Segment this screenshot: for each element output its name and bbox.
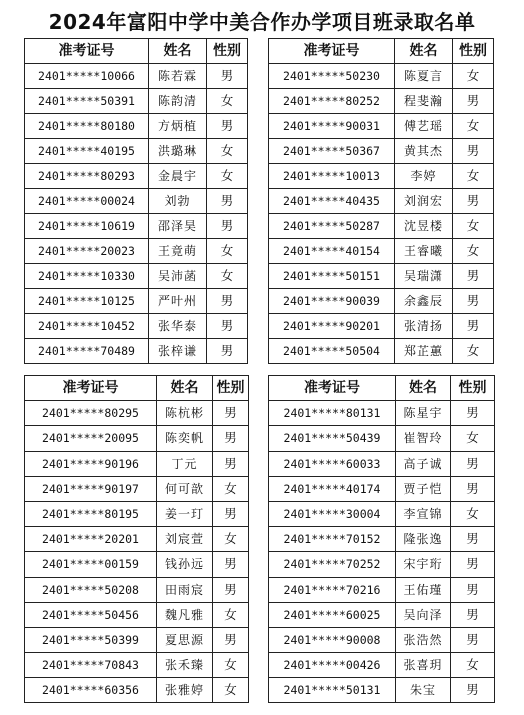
gender-column-header: 性别 [453,39,494,64]
table-row [25,501,249,526]
table-row [25,426,249,451]
gender-cell: 女 [453,339,494,364]
gender-cell: 男 [207,214,248,239]
exam-id-cell: 2401*****60025 [269,602,396,627]
table-row [25,339,248,364]
student-name-cell: 吴沛菡 [149,264,207,289]
student-name-cell: 张清扬 [395,314,453,339]
header-row [269,376,495,401]
student-name-cell: 王睿曦 [395,239,453,264]
gender-cell: 男 [207,64,248,89]
exam-id-cell: 2401*****80293 [25,164,149,189]
gender-cell: 男 [213,426,249,451]
exam-id-cell: 2401*****90196 [25,451,157,476]
table-row [269,451,495,476]
exam-id-cell: 2401*****00426 [269,653,396,678]
student-name-cell: 严叶州 [149,289,207,314]
id-column-header: 准考证号 [269,376,396,401]
table-row [25,164,248,189]
exam-id-cell: 2401*****00159 [25,552,157,577]
gender-cell: 女 [451,426,495,451]
exam-id-cell: 2401*****30004 [269,501,396,526]
table-row [269,577,495,602]
exam-id-cell: 2401*****50230 [269,64,395,89]
id-column-header: 准考证号 [25,376,157,401]
gender-cell: 男 [207,289,248,314]
table-row [25,627,249,652]
table-row [269,89,494,114]
student-name-cell: 姜一玎 [157,501,213,526]
gender-cell: 女 [453,214,494,239]
exam-id-cell: 2401*****10330 [25,264,149,289]
student-name-cell: 程斐瀚 [395,89,453,114]
header-row [25,376,249,401]
student-name-cell: 郑芷蕙 [395,339,453,364]
student-name-cell: 黄其杰 [395,139,453,164]
gender-cell: 女 [453,164,494,189]
exam-id-cell: 2401*****50456 [25,602,157,627]
gender-cell: 男 [453,289,494,314]
gender-cell: 男 [451,678,495,703]
student-name-cell: 沈昱楼 [395,214,453,239]
table-row [269,653,495,678]
student-name-cell: 丁元 [157,451,213,476]
gender-cell: 女 [453,239,494,264]
gender-cell: 女 [207,239,248,264]
exam-id-cell: 2401*****70216 [269,577,396,602]
name-column-header: 姓名 [395,39,453,64]
name-column-header: 姓名 [396,376,451,401]
exam-id-cell: 2401*****10066 [25,64,149,89]
gender-cell: 男 [451,552,495,577]
exam-id-cell: 2401*****00024 [25,189,149,214]
table-row [269,214,494,239]
student-name-cell: 田雨宸 [157,577,213,602]
student-name-cell: 隆张逸 [396,527,451,552]
exam-id-cell: 2401*****50367 [269,139,395,164]
table-row [269,264,494,289]
exam-id-cell: 2401*****80295 [25,401,157,426]
gender-cell: 男 [453,264,494,289]
exam-id-cell: 2401*****10619 [25,214,149,239]
exam-id-cell: 2401*****50131 [269,678,396,703]
table-row [25,264,248,289]
table-row [25,678,249,703]
exam-id-cell: 2401*****60356 [25,678,157,703]
student-name-cell: 陈夏言 [395,64,453,89]
gender-cell: 女 [207,89,248,114]
exam-id-cell: 2401*****70152 [269,527,396,552]
student-name-cell: 邵泽昊 [149,214,207,239]
student-name-cell: 余鑫辰 [395,289,453,314]
student-name-cell: 金晨宇 [149,164,207,189]
gender-cell: 女 [207,264,248,289]
id-column-header: 准考证号 [269,39,395,64]
table-row [25,239,248,264]
student-name-cell: 崔智玲 [396,426,451,451]
exam-id-cell: 2401*****80180 [25,114,149,139]
table-row [25,139,248,164]
table-row [269,501,495,526]
student-name-cell: 王佑瑾 [396,577,451,602]
gender-cell: 男 [451,627,495,652]
exam-id-cell: 2401*****50287 [269,214,395,239]
student-name-cell: 何可歆 [157,476,213,501]
student-name-cell: 张喜玥 [396,653,451,678]
gender-cell: 男 [207,189,248,214]
exam-id-cell: 2401*****50151 [269,264,395,289]
student-name-cell: 刘宸萱 [157,527,213,552]
table-row [25,289,248,314]
gender-cell: 男 [453,189,494,214]
exam-id-cell: 2401*****80252 [269,89,395,114]
gender-cell: 男 [207,114,248,139]
student-name-cell: 刘润宏 [395,189,453,214]
student-name-cell: 洪璐琳 [149,139,207,164]
gender-cell: 男 [451,451,495,476]
gender-cell: 男 [451,527,495,552]
gender-cell: 女 [453,114,494,139]
student-name-cell: 朱宝 [396,678,451,703]
gender-cell: 男 [213,627,249,652]
table-row [269,139,494,164]
roster-table-4 [268,375,495,703]
student-name-cell: 李婷 [395,164,453,189]
exam-id-cell: 2401*****40174 [269,476,396,501]
gender-cell: 女 [207,139,248,164]
gender-cell: 男 [453,314,494,339]
table-row [269,289,494,314]
student-name-cell: 陈韵清 [149,89,207,114]
roster-table-1 [24,38,248,364]
exam-id-cell: 2401*****70843 [25,653,157,678]
table-row [269,314,494,339]
table-row [269,552,495,577]
exam-id-cell: 2401*****10013 [269,164,395,189]
gender-cell: 女 [213,602,249,627]
table-row [269,602,495,627]
table-row [269,476,495,501]
table-row [269,627,495,652]
exam-id-cell: 2401*****40154 [269,239,395,264]
exam-id-cell: 2401*****20095 [25,426,157,451]
gender-cell: 男 [207,339,248,364]
exam-id-cell: 2401*****90201 [269,314,395,339]
gender-column-header: 性别 [213,376,249,401]
exam-id-cell: 2401*****60033 [269,451,396,476]
gender-cell: 女 [213,476,249,501]
page-title: 2024年富阳中学中美合作办学项目班录取名单 [48,10,476,34]
exam-id-cell: 2401*****40195 [25,139,149,164]
student-name-cell: 傅艺瑶 [395,114,453,139]
gender-cell: 男 [451,401,495,426]
gender-cell: 女 [213,653,249,678]
student-name-cell: 贾子恺 [396,476,451,501]
gender-cell: 男 [453,139,494,164]
table-row [25,64,248,89]
student-name-cell: 魏凡雅 [157,602,213,627]
gender-cell: 男 [213,577,249,602]
table-row [25,552,249,577]
table-row [25,577,249,602]
student-name-cell: 张梓谦 [149,339,207,364]
name-column-header: 姓名 [157,376,213,401]
exam-id-cell: 2401*****50439 [269,426,396,451]
student-name-cell: 张禾臻 [157,653,213,678]
exam-id-cell: 2401*****90197 [25,476,157,501]
table-row [25,214,248,239]
name-column-header: 姓名 [149,39,207,64]
roster-table-3 [24,375,249,703]
gender-column-header: 性别 [451,376,495,401]
gender-cell: 男 [207,314,248,339]
student-name-cell: 方炳植 [149,114,207,139]
student-name-cell: 王竟萌 [149,239,207,264]
student-name-cell: 高子诚 [396,451,451,476]
gender-cell: 女 [451,653,495,678]
roster-table-2 [268,38,494,364]
header-row [269,39,494,64]
gender-cell: 女 [213,678,249,703]
table-row [25,89,248,114]
student-name-cell: 宋宇珩 [396,552,451,577]
table-row [269,239,494,264]
table-row [25,189,248,214]
student-name-cell: 张浩然 [396,627,451,652]
exam-id-cell: 2401*****70489 [25,339,149,364]
table-row [25,401,249,426]
gender-cell: 男 [451,602,495,627]
exam-id-cell: 2401*****50208 [25,577,157,602]
student-name-cell: 陈若霖 [149,64,207,89]
exam-id-cell: 2401*****20201 [25,527,157,552]
gender-cell: 男 [213,552,249,577]
gender-cell: 女 [213,527,249,552]
gender-column-header: 性别 [207,39,248,64]
exam-id-cell: 2401*****80131 [269,401,396,426]
student-name-cell: 陈奕帆 [157,426,213,451]
table-row [269,401,495,426]
table-row [25,451,249,476]
exam-id-cell: 2401*****90031 [269,114,395,139]
gender-cell: 女 [207,164,248,189]
gender-cell: 男 [451,476,495,501]
table-row [25,114,248,139]
student-name-cell: 陈星宇 [396,401,451,426]
exam-id-cell: 2401*****10125 [25,289,149,314]
exam-id-cell: 2401*****10452 [25,314,149,339]
table-row [25,602,249,627]
table-row [269,189,494,214]
exam-id-cell: 2401*****90039 [269,289,395,314]
gender-cell: 男 [451,577,495,602]
table-row [25,476,249,501]
gender-cell: 男 [453,89,494,114]
table-row [25,314,248,339]
student-name-cell: 张雅婷 [157,678,213,703]
gender-cell: 女 [451,501,495,526]
gender-cell: 男 [213,451,249,476]
exam-id-cell: 2401*****50504 [269,339,395,364]
table-row [269,426,495,451]
table-row [269,678,495,703]
student-name-cell: 陈杭彬 [157,401,213,426]
student-name-cell: 夏思源 [157,627,213,652]
exam-id-cell: 2401*****50391 [25,89,149,114]
gender-cell: 男 [213,501,249,526]
gender-cell: 女 [453,64,494,89]
exam-id-cell: 2401*****20023 [25,239,149,264]
exam-id-cell: 2401*****50399 [25,627,157,652]
exam-id-cell: 2401*****40435 [269,189,395,214]
exam-id-cell: 2401*****90008 [269,627,396,652]
table-row [269,64,494,89]
header-row [25,39,248,64]
student-name-cell: 钱孙远 [157,552,213,577]
exam-id-cell: 2401*****80195 [25,501,157,526]
student-name-cell: 刘勃 [149,189,207,214]
table-row [25,653,249,678]
exam-id-cell: 2401*****70252 [269,552,396,577]
table-row [269,114,494,139]
student-name-cell: 吴向泽 [396,602,451,627]
table-row [269,339,494,364]
gender-cell: 男 [213,401,249,426]
table-row [25,527,249,552]
id-column-header: 准考证号 [25,39,149,64]
table-row [269,527,495,552]
table-row [269,164,494,189]
student-name-cell: 张华泰 [149,314,207,339]
student-name-cell: 李宣锦 [396,501,451,526]
student-name-cell: 吴瑞潇 [395,264,453,289]
